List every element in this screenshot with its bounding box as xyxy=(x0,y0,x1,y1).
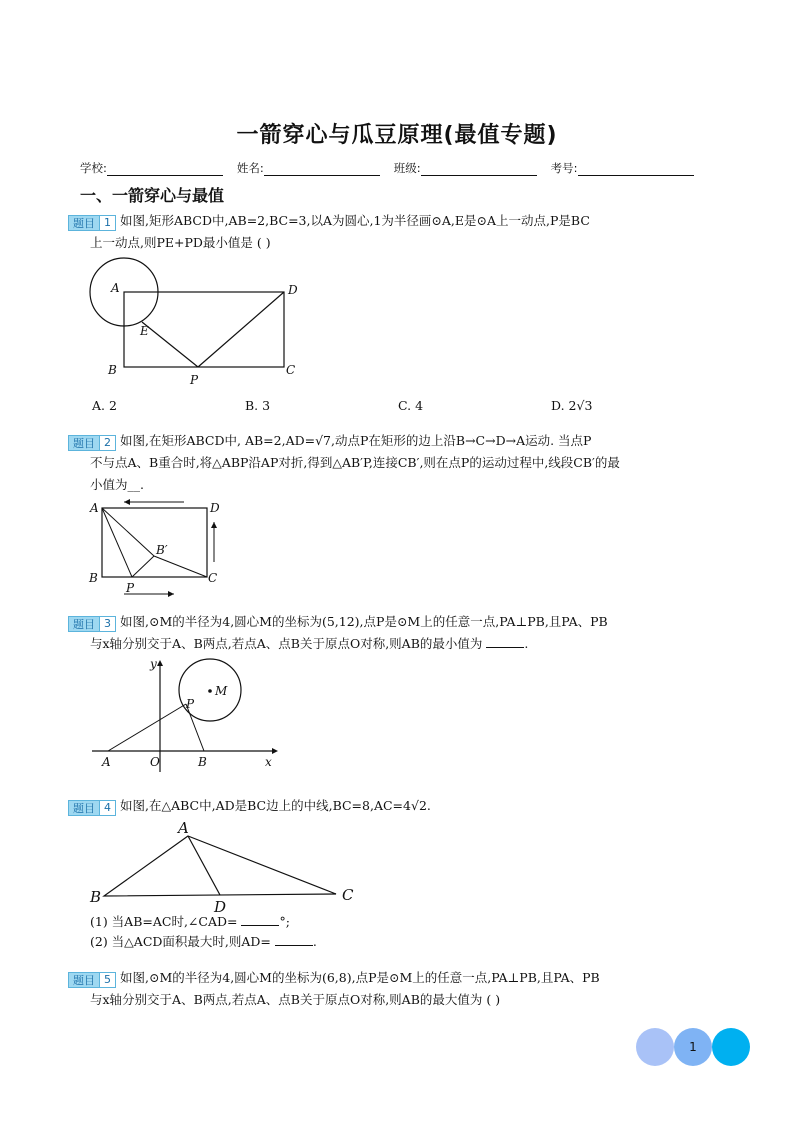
tag-number: 1 xyxy=(100,215,116,231)
question-text: . xyxy=(312,934,317,949)
page-title: 一箭穿心与瓜豆原理(最值专题) xyxy=(236,123,558,148)
question-text: 小值为__. xyxy=(90,477,144,492)
label-d: D xyxy=(214,898,227,914)
label-b: B xyxy=(108,363,117,377)
label-x: x xyxy=(265,755,272,769)
id-field[interactable] xyxy=(551,160,694,176)
question-4 xyxy=(68,795,730,817)
choice-b[interactable]: B. 3 xyxy=(245,398,271,413)
question-5 xyxy=(68,967,730,1011)
tag-number: 2 xyxy=(100,435,116,451)
q2-figure xyxy=(84,494,244,602)
class-field[interactable] xyxy=(394,160,537,176)
tag-label: 题目 xyxy=(68,972,100,988)
label-c: C xyxy=(286,363,296,377)
label-o: O xyxy=(150,755,160,769)
q3-figure xyxy=(88,656,288,774)
decor-circle xyxy=(712,1028,750,1066)
triangle-abc xyxy=(104,836,336,896)
name-label: 姓名: xyxy=(236,161,264,175)
answer-blank[interactable] xyxy=(241,913,279,926)
name-blank[interactable] xyxy=(264,163,380,176)
rectangle-abcd xyxy=(102,508,207,577)
label-c: C xyxy=(208,571,218,585)
median-ad xyxy=(188,836,220,895)
segment-cb-prime xyxy=(154,556,207,577)
tag-label: 题目 xyxy=(68,215,100,231)
tag-label: 题目 xyxy=(68,800,100,816)
label-a: A xyxy=(102,755,111,769)
label-a: A xyxy=(90,501,99,515)
sub-question-2: (2) 当△ACD面积最大时,则AD= xyxy=(90,934,271,949)
question-tag xyxy=(68,435,116,451)
name-field[interactable] xyxy=(237,160,380,176)
question-text: 如图,⊙M的半径为4,圆心M的坐标为(6,8),点P是⊙M上的任意一点,PA⊥PB,且PA、PB xyxy=(120,970,600,985)
school-field[interactable] xyxy=(80,160,223,176)
id-blank[interactable] xyxy=(578,163,694,176)
segment-pd xyxy=(198,292,284,367)
question-text: °; xyxy=(279,914,290,929)
label-m: M xyxy=(215,684,228,698)
question-tag xyxy=(68,972,116,988)
label-b-prime: B′ xyxy=(156,543,168,557)
question-3 xyxy=(68,611,730,655)
label-c: C xyxy=(342,886,354,904)
sub-question-1: (1) 当AB=AC时,∠CAD= xyxy=(90,914,238,929)
tag-number: 5 xyxy=(100,972,116,988)
question-text: . xyxy=(524,636,529,651)
tag-label: 题目 xyxy=(68,616,100,632)
segment-ab-prime xyxy=(102,508,154,556)
choice-c[interactable]: C. 4 xyxy=(398,398,424,413)
choice-d[interactable]: D. 2√3 xyxy=(551,398,593,413)
label-p: P xyxy=(126,581,135,595)
question-text: 如图,在△ABC中,AD是BC边上的中线,BC=8,AC=4√2. xyxy=(120,798,431,813)
q1-figure xyxy=(80,254,310,390)
center-m xyxy=(208,689,212,693)
label-e: E xyxy=(140,324,149,338)
segment-pb-prime xyxy=(132,556,154,577)
segment-pb xyxy=(186,704,204,751)
answer-blank[interactable] xyxy=(486,635,524,648)
tag-number: 4 xyxy=(100,800,116,816)
question-text: 不与点A、B重合时,将△ABP沿AP对折,得到△AB′P,连接CB′,则在点P的运动过程中,线段CB′的最 xyxy=(90,455,620,470)
label-b: B xyxy=(198,755,207,769)
label-p: P xyxy=(190,373,199,387)
label-d: D xyxy=(288,283,298,297)
section-title: 一、一箭穿心与最值 xyxy=(80,186,225,205)
question-2 xyxy=(68,430,730,496)
label-y: y xyxy=(150,657,157,671)
segment-pe xyxy=(142,322,198,367)
question-tag xyxy=(68,616,116,632)
question-text: 如图,⊙M的半径为4,圆心M的坐标为(5,12),点P是⊙M上的任意一点,PA⊥PB,且PA、PB xyxy=(120,614,608,629)
choice-a[interactable]: A. 2 xyxy=(92,398,117,413)
page-number: 1 xyxy=(674,1028,712,1066)
label-p: P xyxy=(186,697,195,711)
segment-pa xyxy=(108,704,186,751)
tag-label: 题目 xyxy=(68,435,100,451)
question-text: 与x轴分别交于A、B两点,若点A、点B关于原点O对称,则AB的最小值为 xyxy=(90,636,483,651)
tag-number: 3 xyxy=(100,616,116,632)
page-number-badge xyxy=(636,1028,752,1066)
segment-ap xyxy=(102,508,132,577)
question-1 xyxy=(68,210,730,254)
q4-figure xyxy=(86,818,366,914)
answer-blank[interactable] xyxy=(275,933,313,946)
id-label: 考号: xyxy=(550,161,578,175)
question-text: 如图,在矩形ABCD中, AB=2,AD=√7,动点P在矩形的边上沿B→C→D→A运动. 当点P xyxy=(120,433,592,448)
label-b: B xyxy=(90,888,102,906)
school-label: 学校: xyxy=(80,161,107,175)
q1-choices xyxy=(92,398,712,413)
class-blank[interactable] xyxy=(421,163,537,176)
school-blank[interactable] xyxy=(107,163,223,176)
question-text: 上一动点,则PE+PD最小值是 ( ) xyxy=(90,235,271,250)
decor-circle xyxy=(636,1028,674,1066)
info-row xyxy=(80,160,720,176)
label-a: A xyxy=(111,281,120,295)
question-text: 与x轴分别交于A、B两点,若点A、点B关于原点O对称,则AB的最大值为 ( ) xyxy=(90,992,501,1007)
label-a: A xyxy=(178,819,189,837)
label-b: B xyxy=(89,571,98,585)
question-tag xyxy=(68,800,116,816)
question-text: 如图,矩形ABCD中,AB=2,BC=3,以A为圆心,1为半径画⊙A,E是⊙A上一动点,P是BC xyxy=(120,213,590,228)
class-label: 班级: xyxy=(393,161,421,175)
question-4-parts xyxy=(90,912,752,952)
label-d: D xyxy=(210,501,220,515)
question-tag xyxy=(68,215,116,231)
